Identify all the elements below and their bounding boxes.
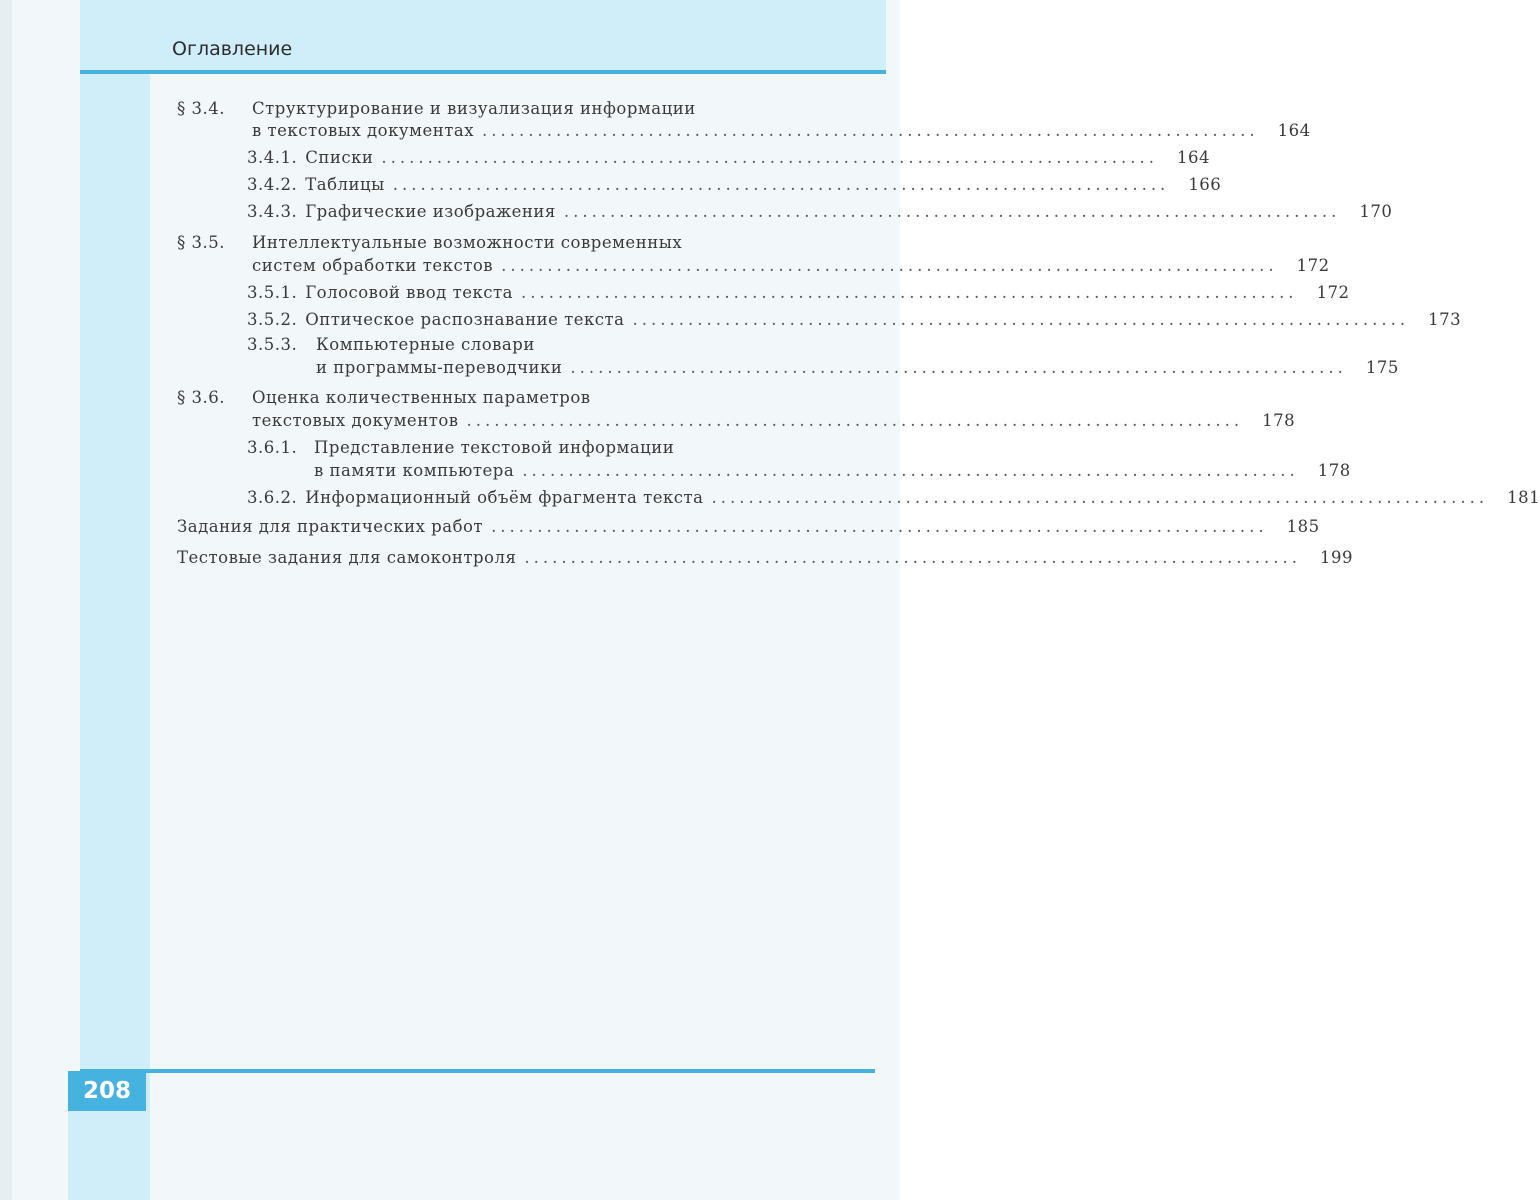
dot-leader: .................................................................................... (501, 256, 1278, 275)
entry-title: Графические изображения (305, 202, 556, 221)
section-title-line: Структурирование и визуализация информации (252, 99, 696, 118)
entry-page: 185 (1286, 517, 1320, 536)
subsection-number: 3.5.3. (247, 335, 298, 354)
subsection-number: 3.6.2. (247, 488, 298, 507)
subsection-number: 3.4.3. (247, 202, 298, 221)
dot-leader: .................................................................................... (711, 488, 1489, 507)
entry-page: 166 (1188, 175, 1222, 194)
entry-page: 175 (1365, 358, 1399, 377)
entry-title: Оптическое распознавание текста (305, 310, 625, 329)
section-number: § 3.4. (177, 99, 225, 118)
footer-rule (80, 1069, 875, 1073)
entry-title: в памяти компьютера (314, 461, 515, 480)
subsection-number: 3.4.2. (247, 175, 298, 194)
toc-entry[interactable] (247, 487, 1540, 509)
entry-title: Голосовой ввод текста (305, 283, 513, 302)
entry-title: в текстовых документах (252, 121, 474, 140)
toc-entry[interactable] (252, 120, 1311, 142)
dot-leader: .................................................................................... (392, 175, 1170, 194)
entry-page: 164 (1176, 148, 1210, 167)
entry-title: Таблицы (305, 175, 385, 194)
dot-leader: .................................................................................... (563, 202, 1341, 221)
toc-entry[interactable] (252, 410, 1296, 432)
section-number: § 3.6. (177, 388, 225, 407)
dot-leader: .................................................................................... (491, 517, 1268, 536)
entry-page: 170 (1359, 202, 1393, 221)
page-number-strip (68, 1111, 146, 1200)
toc-entry[interactable] (247, 174, 1222, 196)
entry-title-line: Компьютерные словари (316, 335, 535, 354)
section-number: § 3.5. (177, 233, 225, 252)
subsection-number: 3.5.1. (247, 283, 298, 302)
toc-entry[interactable] (247, 309, 1462, 331)
entry-title-line: Представление текстовой информации (314, 438, 675, 457)
dot-leader: .................................................................................... (482, 121, 1259, 140)
entry-page: 178 (1317, 461, 1351, 480)
toc-entry[interactable] (247, 201, 1393, 223)
dot-leader: .................................................................................... (632, 310, 1410, 329)
entry-page: 164 (1277, 121, 1311, 140)
entry-title: Задания для практических работ (177, 517, 484, 536)
entry-title: Информационный объём фрагмента текста (305, 488, 704, 507)
toc-entry[interactable] (247, 282, 1350, 304)
entry-page: 199 (1319, 548, 1353, 567)
section-title-line: Интеллектуальные возможности современных (252, 233, 683, 252)
entry-page: 181 (1507, 488, 1540, 507)
dot-leader: .................................................................................... (466, 411, 1244, 430)
subsection-number: 3.4.1. (247, 148, 298, 167)
dot-leader: .................................................................................... (522, 461, 1299, 480)
entry-title: систем обработки текстов (252, 256, 494, 275)
entry-page: 173 (1428, 310, 1462, 329)
section-title-line: Оценка количественных параметров (252, 388, 591, 407)
subsection-number: 3.6.1. (247, 438, 298, 457)
dot-leader: .................................................................................... (381, 148, 1158, 167)
entry-page: 172 (1316, 283, 1350, 302)
dot-leader: .................................................................................... (520, 283, 1298, 302)
dot-leader: .................................................................................... (570, 358, 1347, 377)
toc-entry[interactable] (316, 357, 1399, 379)
toc-entry[interactable] (252, 255, 1330, 277)
toc-entry[interactable] (314, 460, 1351, 482)
toc-entry[interactable] (177, 547, 1353, 569)
entry-title: и программы-переводчики (316, 358, 563, 377)
page-title: Оглавление (172, 38, 293, 60)
subsection-number: 3.5.2. (247, 310, 298, 329)
toc-entry[interactable] (177, 516, 1320, 538)
entry-title: Тестовые задания для самоконтроля (177, 548, 517, 567)
entry-title: Списки (305, 148, 374, 167)
entry-page: 172 (1296, 256, 1330, 275)
entry-title: текстовых документов (252, 411, 459, 430)
dot-leader: .................................................................................... (524, 548, 1301, 567)
page-number: 208 (68, 1071, 146, 1111)
toc-entry[interactable] (247, 147, 1210, 169)
entry-page: 178 (1262, 411, 1296, 430)
